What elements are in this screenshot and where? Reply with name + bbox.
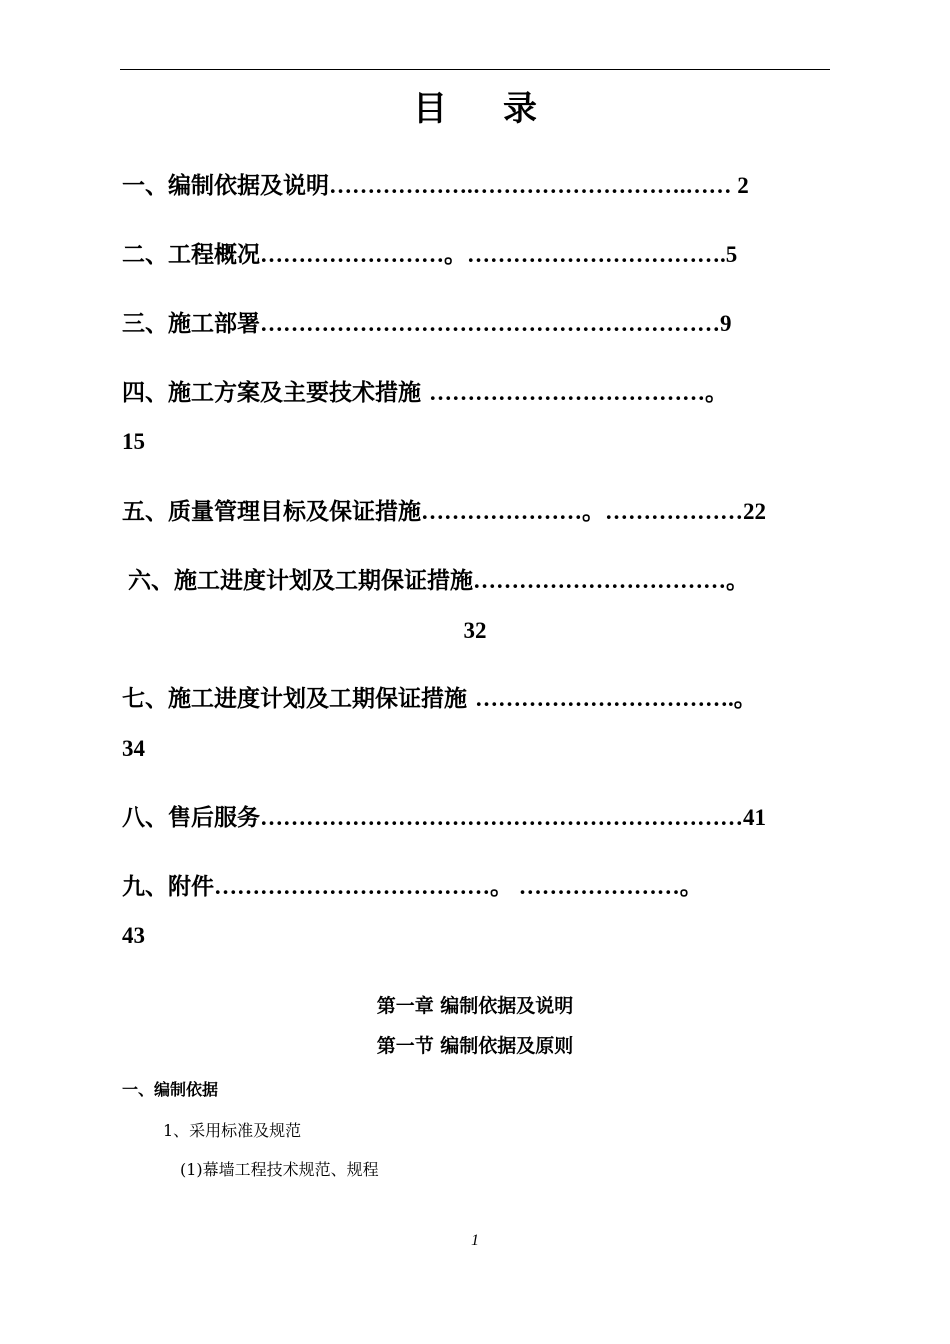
page-title bbox=[0, 86, 950, 132]
toc-label: 一、编制依据及说明 bbox=[122, 173, 329, 199]
toc-label: 七、施工进度计划及工期保证措施 bbox=[122, 686, 476, 712]
toc-entry-9[interactable] bbox=[122, 871, 703, 903]
header-rule bbox=[120, 69, 830, 70]
subheading: 一、编制依据 bbox=[122, 1080, 219, 1099]
toc-page: 9 bbox=[720, 311, 732, 336]
chapter-title: 第一章 编制依据及说明 bbox=[376, 995, 574, 1017]
toc-entry-1[interactable] bbox=[122, 170, 749, 202]
toc-page-7: 34 bbox=[122, 736, 145, 761]
toc-entry-4[interactable] bbox=[122, 377, 728, 409]
toc-label: 八、售后服务 bbox=[122, 805, 260, 831]
list-item: (1)幕墙工程技术规范、规程 bbox=[180, 1160, 379, 1179]
toc-label: 四、施工方案及主要技术措施 bbox=[122, 380, 430, 406]
page-number: 1 bbox=[471, 1232, 479, 1249]
toc-page: 41 bbox=[743, 805, 766, 830]
title-char-left: 目 bbox=[413, 89, 447, 129]
toc-label: 五、质量管理目标及保证措施 bbox=[122, 499, 421, 525]
toc-page-6: 32 bbox=[463, 618, 487, 643]
toc-leader: ………………………………。 …………………。 bbox=[214, 874, 703, 899]
toc-leader: ……………….……………………….…… bbox=[329, 173, 738, 198]
toc-label: 二、工程概况 bbox=[122, 242, 260, 268]
toc-entry-3[interactable] bbox=[122, 308, 732, 340]
toc-leader: ……………………。…………………………… bbox=[260, 242, 720, 267]
toc-label: 三、施工部署 bbox=[122, 311, 260, 337]
toc-entry-8[interactable] bbox=[122, 802, 766, 834]
toc-leader: ……………………………………………………… bbox=[260, 805, 743, 830]
toc-leader: …………………。……………… bbox=[421, 499, 743, 524]
toc-page-9: 43 bbox=[122, 923, 145, 948]
toc-page: 22 bbox=[743, 499, 766, 524]
toc-entry-5[interactable] bbox=[122, 496, 766, 528]
toc-page: 2 bbox=[737, 173, 749, 198]
toc-entry-7[interactable] bbox=[122, 683, 757, 715]
toc-entry-6[interactable] bbox=[128, 565, 749, 597]
toc-page-4: 15 bbox=[122, 429, 145, 454]
toc-entry-2[interactable] bbox=[122, 239, 737, 271]
toc-page: .5 bbox=[720, 242, 738, 267]
list-item: 1、采用标准及规范 bbox=[163, 1121, 302, 1140]
toc-leader: …………………………….。 bbox=[475, 686, 757, 711]
title-char-right: 录 bbox=[503, 89, 537, 129]
toc-label: 六、施工进度计划及工期保证措施 bbox=[128, 568, 473, 594]
toc-label: 九、附件 bbox=[122, 874, 214, 900]
section-title: 第一节 编制依据及原则 bbox=[376, 1035, 574, 1057]
toc-leader: ………………………………。 bbox=[429, 380, 729, 405]
toc-leader: …………………………………………………… bbox=[260, 311, 720, 336]
toc-leader: ……………………………。 bbox=[473, 568, 749, 593]
